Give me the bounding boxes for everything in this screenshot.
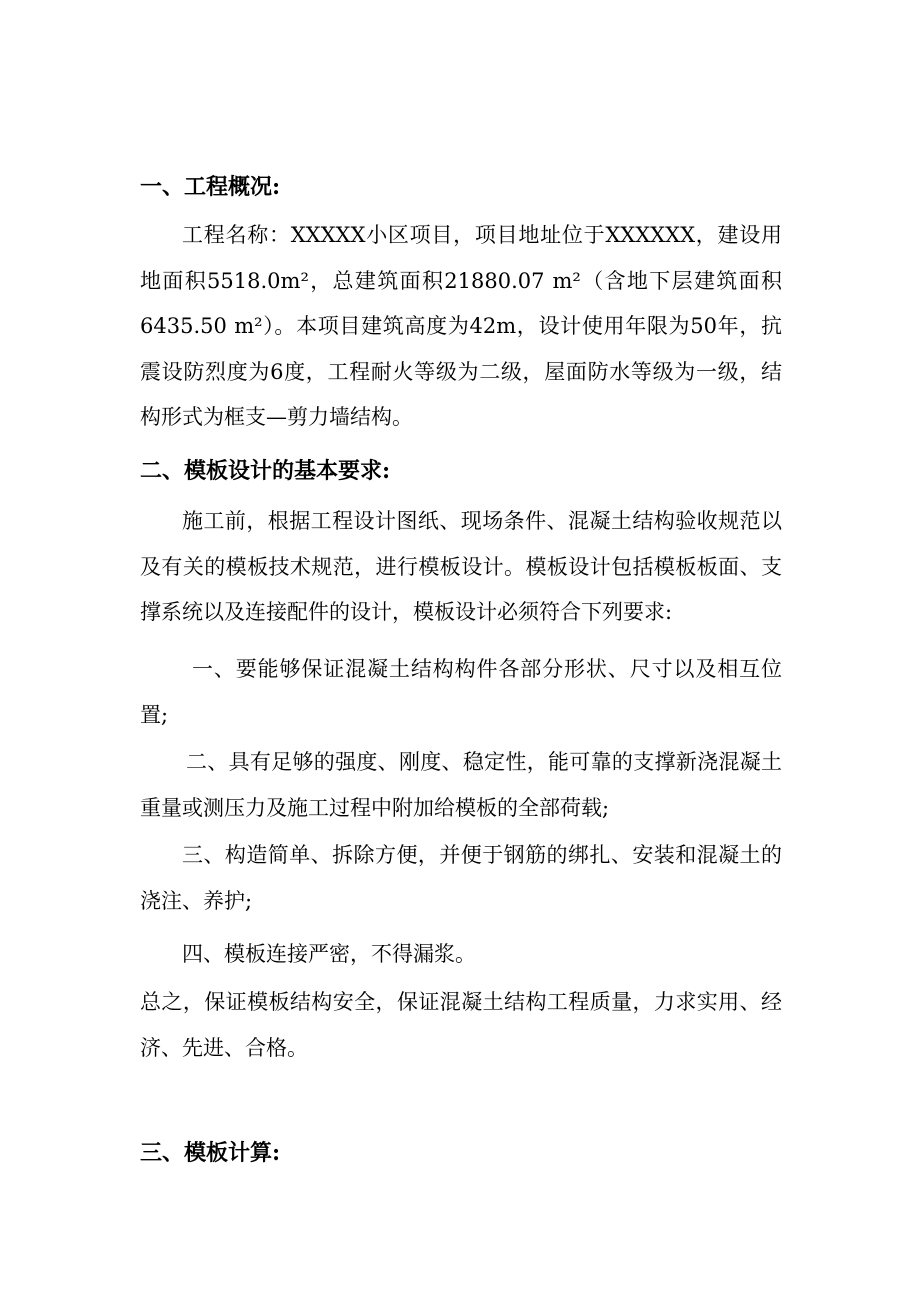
section-1-heading: 一、工程概况: (140, 174, 281, 200)
section-1-body: 工程名称：XXXXX小区项目，项目地址位于XXXXXX，建设用地面积5518.0m²，总建筑面积21880.07 m²（含地下层建筑面积6435.50 m²）。本项目建筑高度为42m，设计使用年限为50年，抗震设防烈度为6度，工程耐火等级为二级，屋面防水等级为一级，结构形式为框支—剪力墙结构。 (140, 223, 782, 429)
requirement-2: 二、具有足够的强度、刚度、稳定性，能可靠的支撑新浇混凝土重量或测压力及施工过程中附加给模板的全部荷载; (140, 750, 782, 820)
section-2-intro: 施工前，根据工程设计图纸、现场条件、混凝土结构验收规范以及有关的模板技术规范，进行模板设计。模板设计包括模板板面、支撑系统以及连接配件的设计，模板设计必须符合下列要求: (140, 509, 782, 624)
requirement-1: 一、要能够保证混凝土结构构件各部分形状、尺寸以及相互位置; (140, 657, 782, 727)
section-3-heading: 三、模板计算: (140, 1140, 281, 1166)
section-2-summary: 总之，保证模板结构安全，保证混凝土结构工程质量，力求实用、经济、先进、合格。 (140, 990, 782, 1060)
requirement-3: 三、构造简单、拆除方便，并便于钢筋的绑扎、安装和混凝土的浇注、养护; (140, 843, 782, 913)
requirement-4: 四、模板连接严密，不得漏浆。 (182, 942, 476, 966)
section-2-heading: 二、模板设计的基本要求: (140, 458, 391, 484)
